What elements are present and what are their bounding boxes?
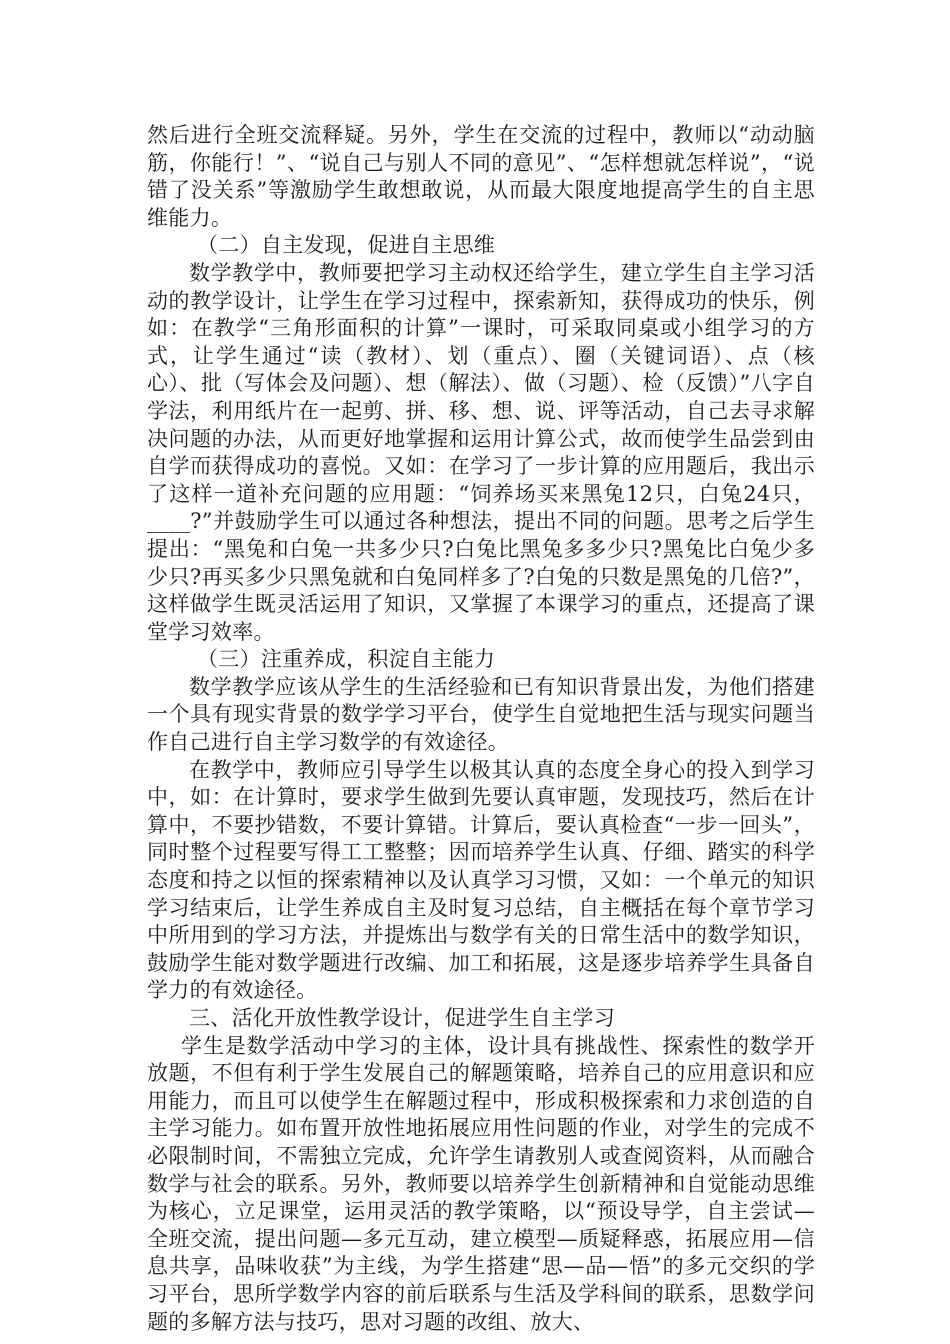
paragraph-life-experience: 数学教学应该从学生的生活经验和已有知识背景出发，为他们搭建一个具有现实背景的数学学习平台，使学生自觉地把生活与现实问题当作自己进行自主学习数学的有效途径。 <box>147 674 815 755</box>
document-body <box>147 122 815 1336</box>
chapter-heading-3: 三、活化开放性教学设计，促进学生自主学习 <box>189 1006 615 1030</box>
paragraph-intro: 然后进行全班交流释疑。另外，学生在交流的过程中，教师以“动动脑筋，你能行！”、“说自己与别人不同的意见”、“怎样想就怎样说”，“说错了没关系”等激励学生敢想敢说，从而最大限度地提高学生的自主思维能力。 <box>147 123 815 230</box>
paragraph-teaching-habits: 在教学中，教师应引导学生以极其认真的态度全身心的投入到学习中，如：在计算时，要求学生做到先要认真审题，发现技巧，然后在计算中，不要抄错数，不要计算错。计算后，要认真检查“一步一回头”，同时整个过程要写得工工整整；因而培养学生认真、仔细、踏实的科学态度和持之以恒的探索精神以及认真学习习惯，又如：一个单元的知识学习结束后，让学生养成自主及时复习总结，自主概括在每个章节学习中所用到的学习方法，并提炼出与数学有关的日常生活中的数学知识，鼓励学生能对数学题进行改编、加工和拓展，这是逐步培养学生具备自学力的有效途径。 <box>147 757 815 1003</box>
paragraph-open-design: 学生是数学活动中学习的主体，设计具有挑战性、探索性的数学开放题，不但有利于学生发展自己的解题策略，培养自己的应用意识和应用能力，而且可以使学生在解题过程中，形成积极探索和力求创造的自主学习能力。如布置开放性地拓展应用性问题的作业，对学生的完成不必限制时间，不需独立完成，允许学生请教别人或查阅资料，从而融合数学与社会的联系。另外，教师要以培养学生创新精神和自觉能动思维为核心，立足课堂，运用灵活的教学策略，以“预设导学，自主尝试—全班交流，提出问题—多元互动，建立模型—质疑释惑，拓展应用—信息共享，品味收获”为主线，为学生搭建“思—品—悟”的多元交织的学习平台，思所学数学内容的前后联系与生活及学科间的联系，思数学问题的多解方法与技巧，思对习题的改组、放大、 <box>147 1033 815 1334</box>
paragraph-self-discovery: 数学教学中，教师要把学习主动权还给学生，建立学生自主学习活动的教学设计，让学生在学习过程中，探索新知，获得成功的快乐，例如：在教学“三角形面积的计算”一课时，可采取同桌或小组学习的方式，让学生通过“读（教材）、划（重点）、圈（关键词语）、点（核心）、批（写体会及问题）、想（解法）、做（习题）、检（反馈）”八字自学法，利用纸片在一起剪、拼、移、想、说、评等活动，自己去寻求解决问题的办法，从而更好地掌握和运用计算公式，故而使学生品尝到由自学而获得成功的喜悦。又如：在学习了一步计算的应用题后，我出示了这样一道补充问题的应用题：“饲养场买来黑兔12只，白兔24只，____?”并鼓励学生可以通过各种想法，提出不同的问题。思考之后学生提出：“黑兔和白兔一共多少只?白兔比黑兔多多少只?黑兔比白兔少多少只?再买多少只黑兔就和白兔同样多了?白兔的只数是黑兔的几倍?”，这样做学生既灵活运用了知识，又掌握了本课学习的重点，还提高了课堂学习效率。 <box>147 260 815 644</box>
section-heading-3: （三）注重养成，积淀自主能力 <box>197 647 496 672</box>
section-heading-2: （二）自主发现，促进自主思维 <box>197 233 496 258</box>
